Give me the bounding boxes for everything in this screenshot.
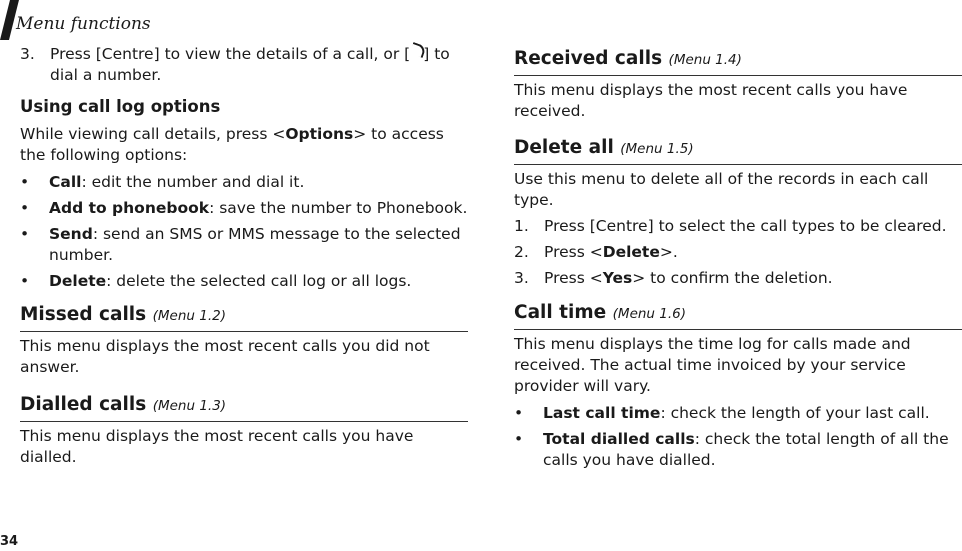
section-delete-all: Delete all (Menu 1.5) xyxy=(514,136,962,165)
delete-all-steps xyxy=(514,216,962,289)
call-time-list xyxy=(514,403,962,471)
step-text: Press [Centre] to view the details of a call, or [ ] to dial a number. xyxy=(50,45,450,84)
section-call-time: Call time (Menu 1.6) xyxy=(514,301,962,330)
received-calls-body: This menu displays the most recent calls you have received. xyxy=(514,81,908,120)
dialled-calls-body: This menu displays the most recent calls you have dialled. xyxy=(20,427,414,466)
delete-step-2: 2. Press <Delete>. xyxy=(514,243,678,261)
step-3 xyxy=(20,44,468,86)
item-last-call-time: • Last call time: check the length of your last call. xyxy=(514,404,930,422)
delete-step-3: 3. Press <Yes> to confirm the deletion. xyxy=(514,269,833,287)
item-total-dialled-calls: • Total dialled calls: check the total length of all the calls you have dialled. xyxy=(514,430,949,469)
option-delete: • Delete: delete the selected call log or all logs. xyxy=(20,272,412,290)
bullet: • xyxy=(20,225,30,243)
options-intro: While viewing call details, press <Options> to access the following options: xyxy=(20,125,444,164)
page-number: 34 xyxy=(0,534,19,549)
option-add-to-phonebook: • Add to phonebook: save the number to Phonebook. xyxy=(20,199,468,217)
delete-step-1: 1. Press [Centre] to select the call types to be cleared. xyxy=(514,217,947,235)
section-missed-calls: Missed calls (Menu 1.2) xyxy=(20,303,468,332)
section-dialled-calls: Dialled calls (Menu 1.3) xyxy=(20,393,468,422)
call-time-body: This menu displays the time log for calls made and received. The actual time invoiced by your service provider will vary. xyxy=(514,335,911,395)
bullet: • xyxy=(514,430,524,448)
step-number: 3. xyxy=(20,45,35,63)
missed-calls-body: This menu displays the most recent calls you did not answer. xyxy=(20,337,430,376)
left-column xyxy=(20,44,468,468)
page-header-title: Menu functions xyxy=(16,14,151,34)
call-end-key-icon xyxy=(410,47,423,55)
option-send: • Send: send an SMS or MMS message to the selected number. xyxy=(20,225,461,264)
options-heading: Using call log options xyxy=(20,97,221,116)
bullet: • xyxy=(20,272,30,290)
section-received-calls: Received calls (Menu 1.4) xyxy=(514,47,962,76)
bullet: • xyxy=(20,173,30,191)
bullet: • xyxy=(514,404,524,422)
options-list xyxy=(20,172,468,292)
right-column xyxy=(514,47,962,471)
delete-all-body: Use this menu to delete all of the records in each call type. xyxy=(514,170,929,209)
bullet: • xyxy=(20,199,30,217)
option-call: • Call: edit the number and dial it. xyxy=(20,173,305,191)
